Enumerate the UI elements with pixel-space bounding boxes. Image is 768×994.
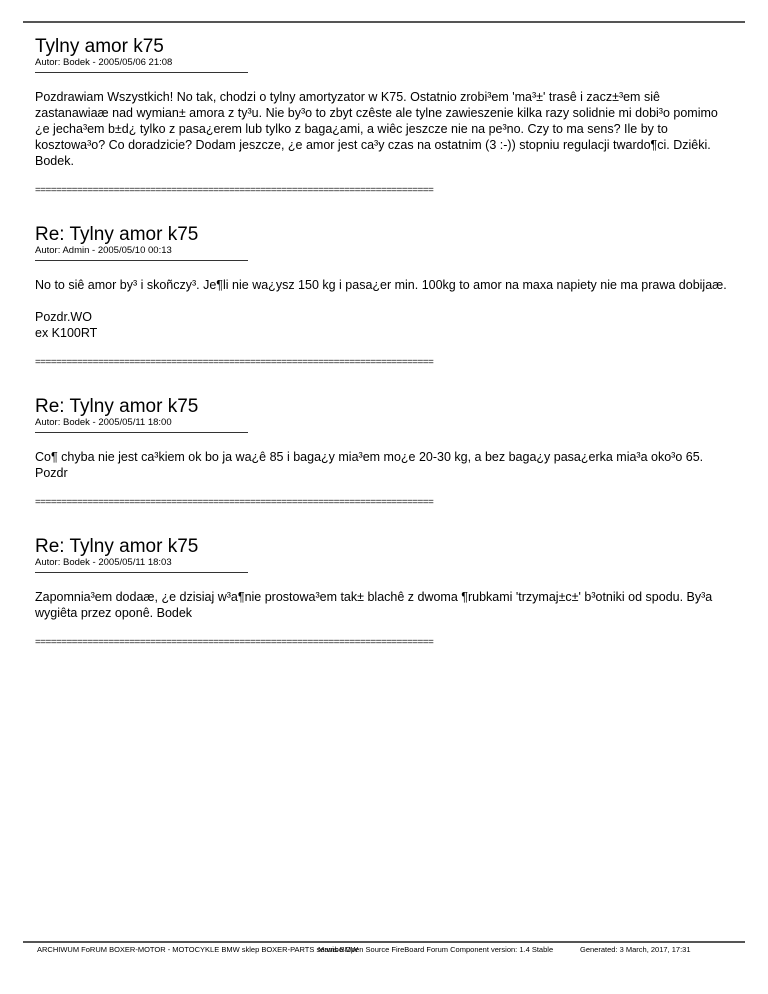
meta-rule <box>35 72 248 73</box>
post-paragraph: Zapomnia³em dodaæ, ¿e dzisiaj w³a¶nie prostowa³em tak± blachê z dwoma ¶rubkami 'trzymaj±c±' b³otniki od spodu. By³a wygiêta przez oponê. Bodek <box>35 590 713 620</box>
post-paragraph: No to siê amor by³ i skoñczy³. Je¶li nie wa¿ysz 150 kg i pasa¿er min. 100kg to amor na maxa napiety nie ma prawa dobijaæ. <box>35 278 727 292</box>
post <box>35 224 735 369</box>
footer-generated-date: Generated: 3 March, 2017, 17:31 <box>580 945 691 954</box>
post <box>35 536 735 649</box>
meta-rule <box>35 572 248 573</box>
post <box>35 396 735 509</box>
meta-rule <box>35 432 248 433</box>
post-paragraph: Pozdr.WO ex K100RT <box>35 310 98 340</box>
post <box>35 36 735 197</box>
post-meta: Autor: Bodek - 2005/05/06 21:08 <box>35 57 173 68</box>
top-rule <box>23 21 745 23</box>
post-paragraph: Pozdrawiam Wszystkich! No tak, chodzi o tylny amortyzator w K75. Ostatnio zrobi³em 'ma³±' trasê i zacz±³em siê zastanawiaæ nad wymian± amora z ty³u. Nie by³o to zbyt czêste ale tylne zawieszenie kilka razy solidnie mi dobi³o pomimo ¿e jecha³em b±d¿ tylko z pasa¿erem lub tylko z baga¿ami, a wiêc jeszcze nie na pe³no. Czy to ma sens? Ile by to kosztowa³o? Co doradzicie? Dodam jeszcze, ¿e amor jest ca³y czas na ostatnim (3 :-)) stopniu regulacji twardo¶ci. Dziêki. Bodek. <box>35 90 718 168</box>
footer-site-name: ARCHIWUM FoRUM BOXER-MOTOR - MOTOCYKLE BMW sklep BOXER-PARTS serwis BMW <box>37 945 359 954</box>
post-title: Re: Tylny amor k75 <box>35 224 199 245</box>
footer-component-version: Mambo Open Source FireBoard Forum Component version: 1.4 Stable <box>318 945 554 954</box>
post-body <box>35 449 735 481</box>
post-body <box>35 589 735 621</box>
post-meta: Autor: Admin - 2005/05/10 00:13 <box>35 245 172 256</box>
post-separator: ============================================================================ <box>35 637 434 648</box>
post-separator: ============================================================================ <box>35 497 434 508</box>
post-title: Re: Tylny amor k75 <box>35 536 199 557</box>
post-meta: Autor: Bodek - 2005/05/11 18:00 <box>35 417 172 428</box>
meta-rule <box>35 260 248 261</box>
post-body <box>35 89 735 169</box>
post-body <box>35 277 735 341</box>
post-title: Tylny amor k75 <box>35 36 164 57</box>
posts-list <box>35 36 735 649</box>
footer-rule <box>23 941 745 943</box>
post-separator: ============================================================================ <box>35 185 434 196</box>
post-separator: ============================================================================ <box>35 357 434 368</box>
post-title: Re: Tylny amor k75 <box>35 396 199 417</box>
post-paragraph: Co¶ chyba nie jest ca³kiem ok bo ja wa¿ê 85 i baga¿y mia³em mo¿e 20-30 kg, a bez baga¿y pasa¿erka mia³a oko³o 65. Pozdr <box>35 450 704 480</box>
post-meta: Autor: Bodek - 2005/05/11 18:03 <box>35 557 172 568</box>
